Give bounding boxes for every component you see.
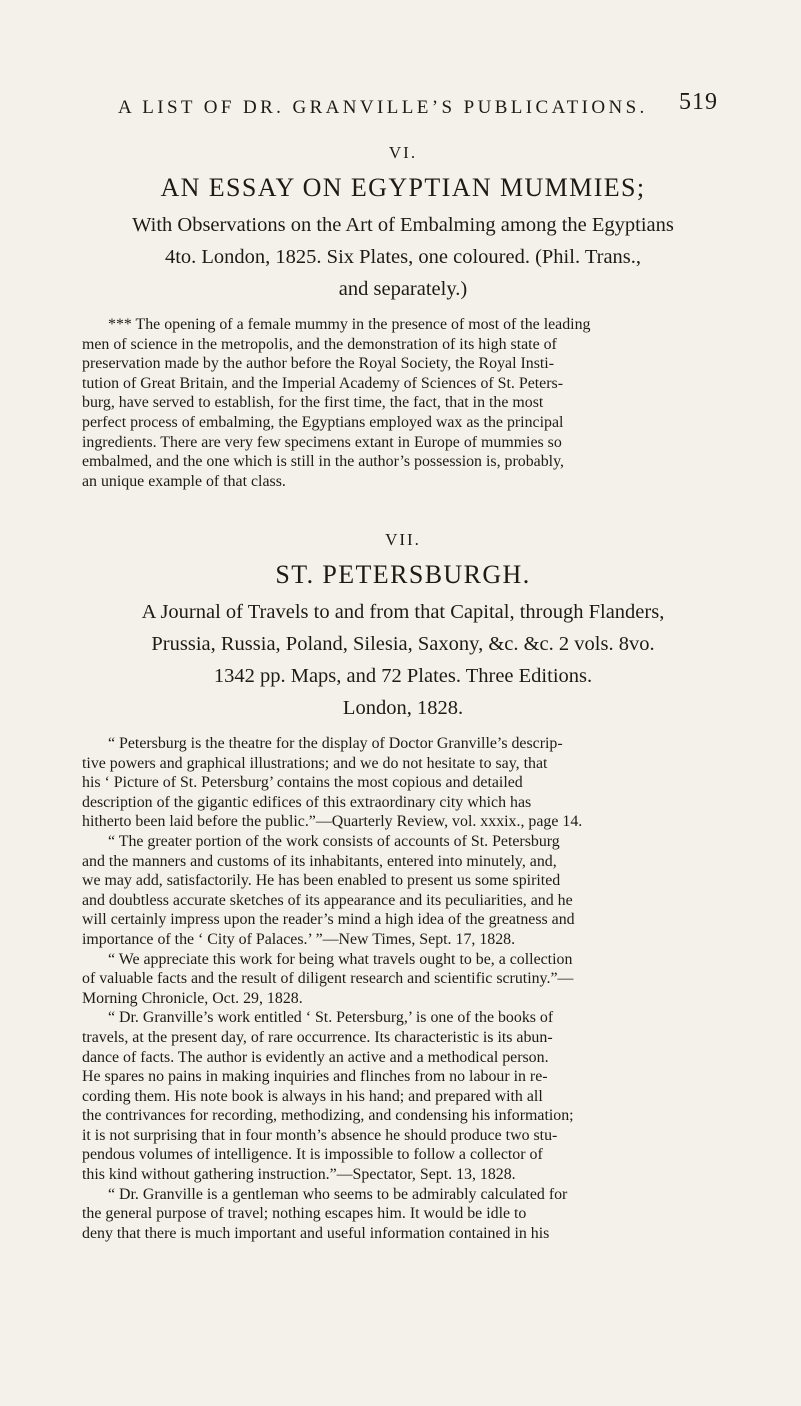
body-line: and the manners and customs of its inhabitants, entered into minutely, and, [82,852,557,870]
body-line: hitherto been laid before the public.”—Quarterly Review, vol. xxxix., page 14. [82,813,583,831]
subtitle-line: London, 1828. [342,697,464,719]
subtitle-line: With Observations on the Art of Embalming among the Egyptians [132,214,674,236]
body-line: the general purpose of travel; nothing escapes him. It would be idle to [82,1205,527,1223]
running-head [118,87,718,127]
body-line: embalmed, and the one which is still in the author’s possession is, probably, [82,453,564,471]
body-line: burg, have served to establish, for the first time, the fact, that in the most [82,394,544,412]
body-line: perfect process of embalming, the Egyptians employed wax as the principal [82,413,564,431]
page-number: 519 [679,89,718,115]
body-line: the contrivances for recording, methodizing, and condensing his information; [82,1107,574,1125]
section-numeral: VII. [385,530,421,549]
section-body [82,315,724,491]
body-line: importance of the ‘ City of Palaces.’ ”—New Times, Sept. 17, 1828. [82,930,516,948]
section-vi [82,143,724,491]
body-line: his ‘ Picture of St. Petersburg’ contains the most copious and detailed [82,774,523,792]
body-line: “ Dr. Granville is a gentleman who seems to be admirably calculated for [108,1185,568,1203]
body-line: it is not surprising that in four month’s absence he should produce two stu- [82,1126,558,1144]
body-line: tution of Great Britain, and the Imperial Academy of Sciences of St. Peters- [82,374,563,392]
body-line: ingredients. There are very few specimens extant in Europe of mummies so [82,433,562,451]
body-line: of valuable facts and the result of diligent research and scientific scrutiny.”— [82,970,574,988]
section-title: ST. PETERSBURGH. [275,560,531,589]
body-line: and doubtless accurate sketches of its appearance and its peculiarities, and he [82,891,573,909]
body-line: *** The opening of a female mummy in the presence of most of the leading [108,316,591,333]
section-numeral: VI. [388,143,418,162]
body-line: men of science in the metropolis, and the demonstration of its high state of [82,335,557,353]
body-line: description of the gigantic edifices of this extraordinary city which has [82,793,532,811]
section-body [82,734,724,1243]
body-line: travels, at the present day, of rare occurrence. Its characteristic is its abun- [82,1028,553,1046]
subtitle-line: 1342 pp. Maps, and 72 Plates. Three Editions. [213,665,593,687]
body-line: “ The greater portion of the work consists of accounts of St. Petersburg [108,832,560,850]
body-line: “ Dr. Granville’s work entitled ‘ St. Petersburg,’ is one of the books of [108,1009,554,1027]
subtitle-line: Prussia, Russia, Poland, Silesia, Saxony, &c. &c. 2 vols. 8vo. [151,633,655,655]
section-title: AN ESSAY ON EGYPTIAN MUMMIES; [160,173,646,202]
body-line: preservation made by the author before the Royal Society, the Royal Insti- [82,355,555,373]
section-vii [82,530,724,1243]
subtitle-line: 4to. London, 1825. Six Plates, one coloured. (Phil. Trans., [164,246,642,268]
section-subtitle [82,209,724,305]
body-line: pendous volumes of intelligence. It is impossible to follow a collector of [82,1146,543,1164]
body-line: will certainly impress upon the reader’s mind a high idea of the greatness and [82,911,575,929]
section-subtitle [82,596,724,724]
subtitle-line: and separately.) [338,278,468,300]
body-line: “ We appreciate this work for being what travels ought to be, a collection [108,950,573,968]
body-line: we may add, satisfactorily. He has been enabled to present us some spirited [82,872,561,890]
body-line: this kind without gathering instruction.”—Spectator, Sept. 13, 1828. [82,1166,516,1184]
body-line: “ Petersburg is the theatre for the display of Doctor Granville’s descrip- [108,735,563,752]
body-line: cording them. His note book is always in his hand; and prepared with all [82,1087,543,1105]
body-line: dance of facts. The author is evidently an active and a methodical person. [82,1048,549,1066]
body-line: an unique example of that class. [82,472,286,490]
body-line: tive powers and graphical illustrations; and we do not hesitate to say, that [82,754,548,772]
body-line: He spares no pains in making inquiries and flinches from no labour in re- [82,1068,548,1086]
body-line: Morning Chronicle, Oct. 29, 1828. [82,989,303,1007]
body-line: deny that there is much important and useful information contained in his [82,1224,550,1242]
subtitle-line: A Journal of Travels to and from that Capital, through Flanders, [141,601,665,623]
running-title: A LIST OF DR. GRANVILLE’S PUBLICATIONS. [118,97,648,118]
